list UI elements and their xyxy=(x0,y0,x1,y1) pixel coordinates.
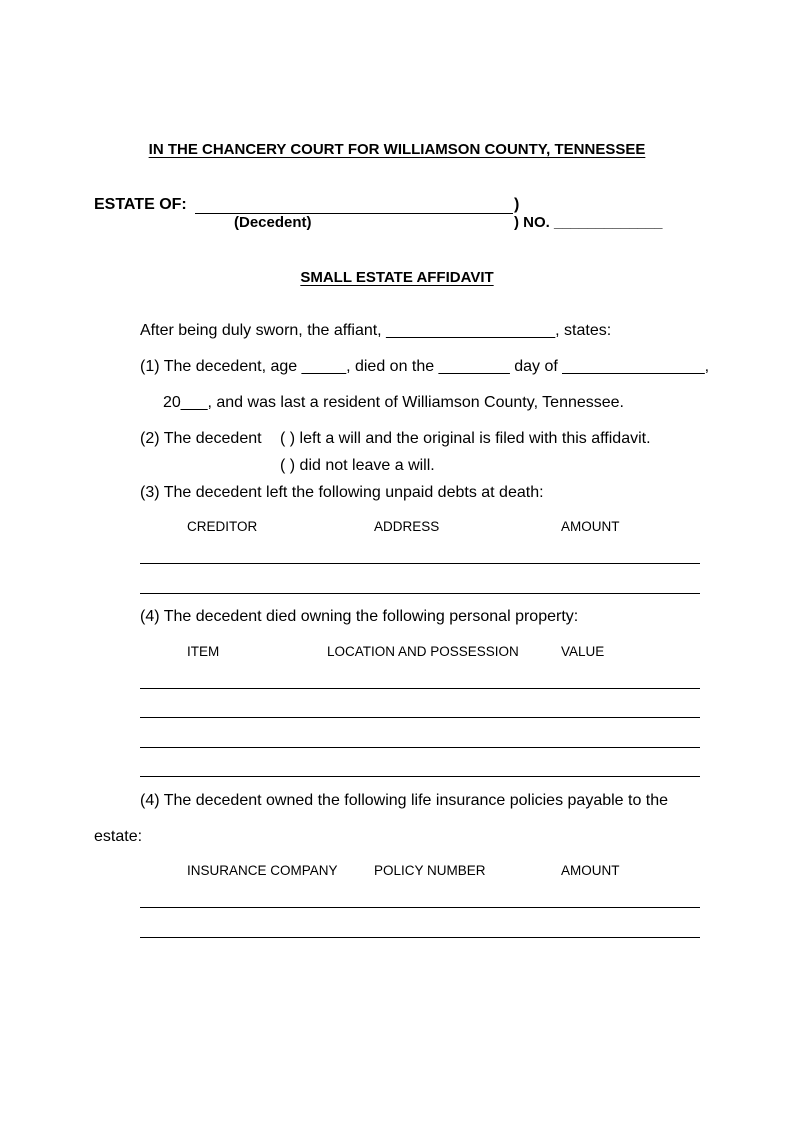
debts-line[interactable] xyxy=(140,593,700,594)
debts-line[interactable] xyxy=(140,563,700,564)
insurance-header-amount: AMOUNT xyxy=(561,863,620,878)
debts-header-address: ADDRESS xyxy=(374,519,440,534)
document-title: SMALL ESTATE AFFIDAVIT xyxy=(300,269,494,286)
insurance-line[interactable] xyxy=(140,937,700,938)
insurance-header-company: INSURANCE COMPANY xyxy=(187,863,338,878)
property-line[interactable] xyxy=(140,717,700,718)
item-2-label: (2) The decedent xyxy=(140,430,262,447)
debts-header-creditor: CREDITOR xyxy=(187,519,258,534)
decedent-label: (Decedent) xyxy=(234,214,312,231)
property-line[interactable] xyxy=(140,776,700,777)
property-header-location: LOCATION AND POSSESSION xyxy=(327,644,519,659)
property-header-value: VALUE xyxy=(561,644,605,659)
case-number-label: ) NO. _____________ xyxy=(514,214,663,231)
item-3: (3) The decedent left the following unpaid debts at death: xyxy=(140,484,544,501)
court-title: IN THE CHANCERY COURT FOR WILLIAMSON COUNTY, TENNESSEE xyxy=(148,141,646,158)
will-option-filed[interactable]: ( ) left a will and the original is filed with this affidavit. xyxy=(280,430,651,447)
property-header-item: ITEM xyxy=(187,644,220,659)
insurance-line[interactable] xyxy=(140,907,700,908)
insurance-header-policy: POLICY NUMBER xyxy=(374,863,486,878)
property-line[interactable] xyxy=(140,688,700,689)
debts-header-amount: AMOUNT xyxy=(561,519,620,534)
caption-paren: ) xyxy=(514,196,520,213)
item-1-line-1: (1) The decedent, age _____, died on the ________ day of ________________, xyxy=(140,358,710,375)
will-option-none[interactable]: ( ) did not leave a will. xyxy=(280,457,435,474)
item-4-property: (4) The decedent died owning the following personal property: xyxy=(140,608,579,625)
estate-of-label: ESTATE OF: xyxy=(94,196,187,213)
sworn-statement: After being duly sworn, the affiant, ___________________, states: xyxy=(140,322,612,339)
property-line[interactable] xyxy=(140,747,700,748)
item-1-line-2: 20___, and was last a resident of Williamson County, Tennessee. xyxy=(163,394,624,411)
item-4-insurance-line-1: (4) The decedent owned the following life insurance policies payable to the xyxy=(140,792,669,809)
item-4-insurance-line-2: estate: xyxy=(94,828,143,845)
